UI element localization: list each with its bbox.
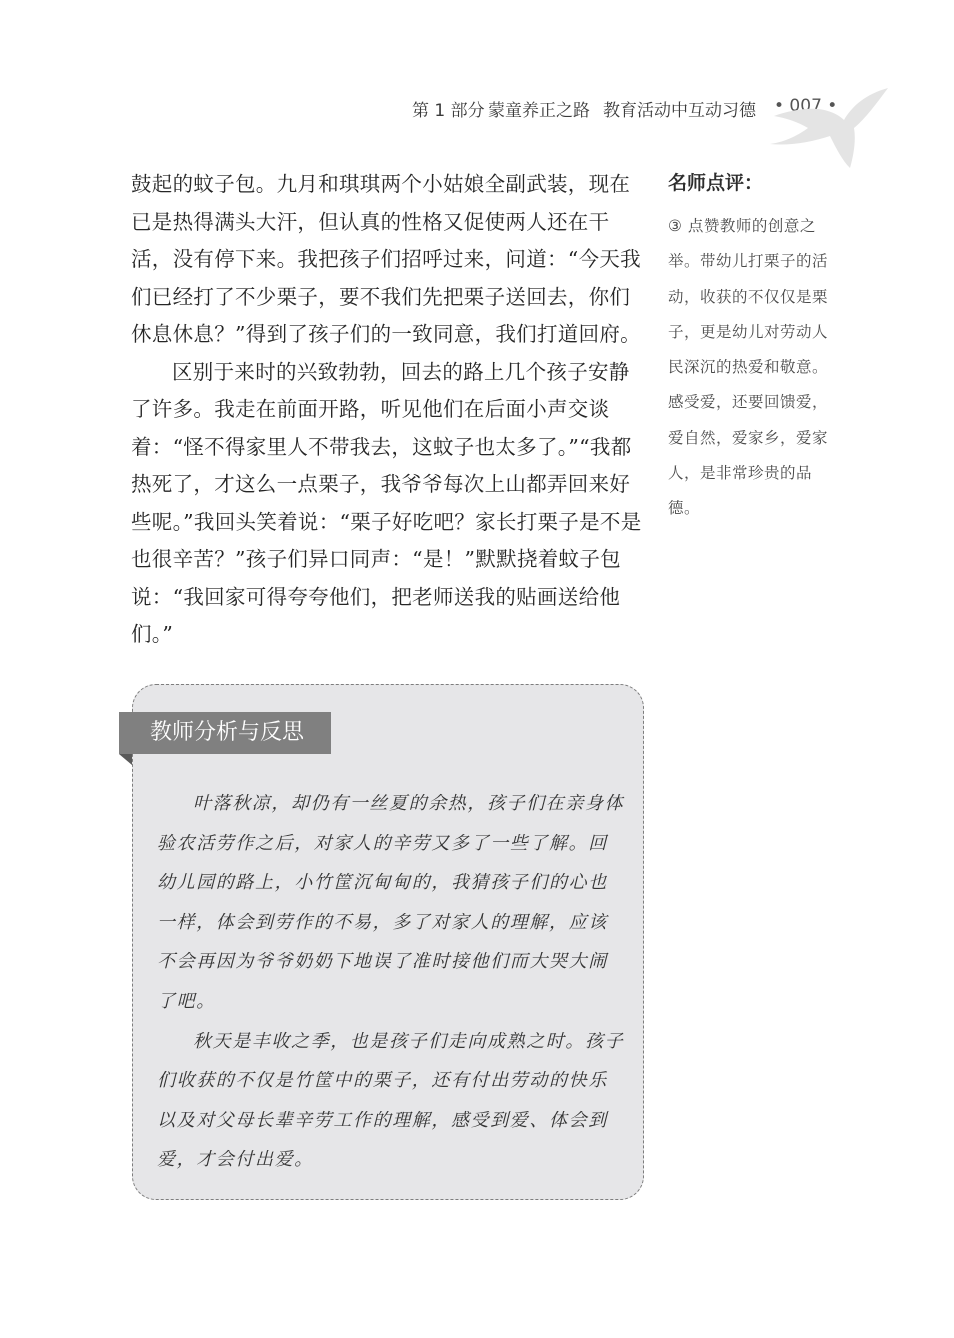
main-text xyxy=(131,166,647,654)
ribbon-fold-decoration xyxy=(119,754,132,765)
reflection-box-title: 教师分析与反思 xyxy=(119,712,331,754)
header-part: 第 1 部分 xyxy=(412,101,485,121)
page-number: • 007 • xyxy=(774,96,838,116)
reflection-paragraph-1: 叶落秋凉，却仍有一丝夏的余热，孩子们在亲身体验农活劳作之后，对家人的辛劳又多了一些了解。回幼儿园的路上，小竹筐沉甸甸的，我猜孩子们的心也一样，体会到劳作的不易，多了对家人的理解，应该不会再因为爷爷奶奶下地误了准时接他们而大哭大闹了吧。 xyxy=(157,793,625,1012)
sidebar-comment: ③ 点赞教师的创意之举。带幼儿打栗子的活动，收获的不仅仅是栗子，更是幼儿对劳动人民深沉的热爱和敬意。感受爱，还要回馈爱，爱自然，爱家乡，爱家人，是非常珍贵的品德。 xyxy=(668,217,829,518)
bird-silhouette-icon xyxy=(770,84,888,168)
teacher-comment-sidebar xyxy=(668,168,830,527)
header-subtitle: 教育活动中互动习德 xyxy=(603,101,756,121)
reflection-text xyxy=(157,784,627,1180)
main-paragraph-2: 区别于来时的兴致勃勃，回去的路上几个孩子安静了许多。我走在前面开路，听见他们在后面小声交谈着：“怪不得家里人不带我去，这蚊子也太多了。”“我都热死了，才这么一点栗子，我爷爷每次上山都弄回来好些呢。”我回头笑着说：“栗子好吃吧？家长打栗子是不是也很辛苦？”孩子们异口同声：“是！”默默挠着蚊子包说：“我回家可得夸夸他们，把老师送我的贴画送给他们。” xyxy=(131,359,642,646)
sidebar-title: 名师点评： xyxy=(668,172,764,194)
reflection-paragraph-2: 秋天是丰收之季，也是孩子们走向成熟之时。孩子们收获的不仅是竹筐中的栗子，还有付出劳动的快乐以及对父母长辈辛劳工作的理解，感受到爱、体会到爱，才会付出爱。 xyxy=(157,1030,625,1171)
header-title: 蒙童养正之路 xyxy=(488,101,590,121)
main-paragraph-1: 鼓起的蚊子包。九月和琪琪两个小姑娘全副武装，现在已是热得满头大汗，但认真的性格又促使两人还在干活，没有停下来。我把孩子们招呼过来，问道：“今天我们已经打了不少栗子，要不我们先把栗子送回去，你们休息休息？”得到了孩子们的一致同意，我们打道回府。 xyxy=(131,172,641,346)
page-header xyxy=(412,96,838,121)
